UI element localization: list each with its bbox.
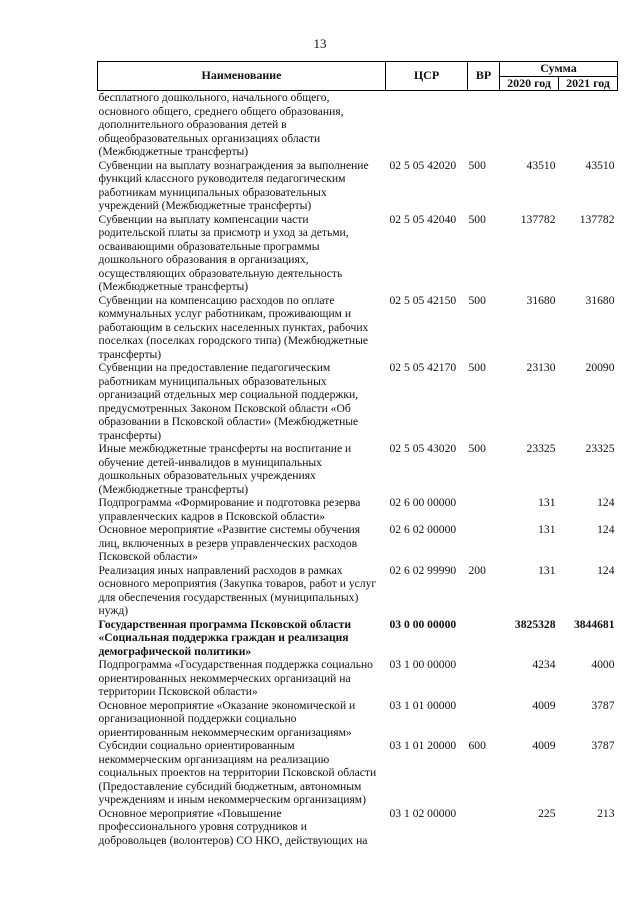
table-row <box>98 361 618 442</box>
budget-table <box>97 61 618 847</box>
row-vr: 500 <box>468 293 486 307</box>
row-vr: 200 <box>468 563 486 577</box>
row-csr: 03 1 02 00000 <box>389 806 457 820</box>
row-name: Подпрограмма «Формирование и подготовка резерва управленческих кадров в Псковской области» <box>98 496 361 523</box>
row-name: Реализация иных направлений расходов в рамках основного мероприятия (Закупка товаров, работ и услуг для обеспечения государственных (муниципальных) нужд) <box>98 563 377 617</box>
table-body <box>98 91 618 848</box>
row-sum-2021 <box>559 91 618 159</box>
table-row <box>98 523 618 564</box>
row-name: Субвенции на компенсацию расходов по оплате коммунальных услуг работникам, проживающим и работающим в сельских населенных пунктах, рабочих поселках (поселках городского типа) (Межбюджетные трансферты) <box>98 293 369 361</box>
row-sum-2020: 23325 <box>526 442 556 455</box>
row-sum-2020: 23130 <box>526 361 556 374</box>
row-sum-2020: 225 <box>538 806 556 820</box>
header-name: Наименование <box>98 62 386 91</box>
table-row <box>98 807 618 848</box>
row-name: Основное мероприятие «Повышение профессионального уровня сотрудников и добровольцев (волонтеров) СО НКО, действующих на <box>98 806 368 847</box>
row-vr <box>468 807 500 848</box>
table-row <box>98 213 618 294</box>
row-sum-2021: 3844681 <box>573 617 615 631</box>
table-row <box>98 159 618 213</box>
row-csr: 02 5 05 42170 <box>389 361 457 374</box>
row-vr <box>468 618 500 659</box>
row-name: Основное мероприятие «Развитие системы обучения лиц, включенных в резерв управленческих расходов Псковской области» <box>98 523 361 563</box>
row-name: Субвенции на предоставление педагогическим работникам муниципальных образовательных организаций отдельных мер социальной поддержки, предусмотренных Законом Псковской области «Об образовании в Псковской области» (Межбюджетные трансферты) <box>98 361 359 442</box>
row-sum-2020: 43510 <box>526 158 556 172</box>
row-vr: 500 <box>468 361 486 374</box>
row-sum-2021: 213 <box>597 806 615 820</box>
row-sum-2020: 3825328 <box>514 617 556 631</box>
row-csr: 03 1 01 00000 <box>389 698 457 712</box>
row-sum-2020: 31680 <box>526 293 556 307</box>
row-sum-2021: 23325 <box>585 442 615 455</box>
header-year-2021: 2021 год <box>559 76 618 91</box>
header-vr: ВР <box>468 62 500 91</box>
row-sum-2020: 131 <box>538 523 556 536</box>
row-csr: 02 5 05 43020 <box>389 442 457 455</box>
row-csr: 02 5 05 42040 <box>389 212 457 226</box>
row-sum-2021: 124 <box>597 523 615 536</box>
row-vr: 500 <box>468 212 486 226</box>
row-name: Подпрограмма «Государственная поддержка социально ориентированных некоммерческих организаций на территории Псковской области» <box>98 658 373 698</box>
table-row <box>98 294 618 362</box>
table-row <box>98 618 618 659</box>
row-sum-2021: 31680 <box>585 293 615 307</box>
row-csr: 02 6 02 99990 <box>389 563 457 577</box>
row-sum-2020: 4234 <box>532 658 556 671</box>
row-csr: 02 6 00 00000 <box>389 496 457 509</box>
row-sum-2021: 20090 <box>585 361 615 374</box>
row-vr: 500 <box>468 442 486 455</box>
row-sum-2021: 124 <box>597 496 615 509</box>
row-vr <box>468 496 500 523</box>
row-csr: 03 0 00 00000 <box>389 617 457 631</box>
row-sum-2021: 4000 <box>591 658 615 671</box>
row-name: Субсидии социально ориентированным некоммерческим организациям на реализацию социальных проектов на территории Псковской области (Предоставление субсидий бюджетным, автономным учреждениям и иным некоммерческим организациям) <box>98 739 377 806</box>
table-header <box>98 62 618 91</box>
row-name: Иные межбюджетные трансферты на воспитание и обучение детей-инвалидов в муниципальных дошкольных образовательных учреждениях (Межбюджетные трансферты) <box>98 442 352 496</box>
row-sum-2021: 137782 <box>579 212 615 226</box>
row-sum-2021: 43510 <box>585 158 615 172</box>
row-name: бесплатного дошкольного, начального общего, основного общего, среднего общего образования, дополнительного образования детей в общеобразовательных организациях области (Межбюджетные трансферты) <box>98 91 344 158</box>
row-sum-2020: 137782 <box>520 212 556 226</box>
row-csr <box>386 91 468 159</box>
row-vr: 500 <box>468 158 486 172</box>
table-row <box>98 496 618 523</box>
row-sum-2020: 4009 <box>532 739 556 752</box>
row-name: Субвенции на выплату компенсации части родительской платы за присмотр и уход за детьми, осваивающими образовательные программы дошкольного образования в организациях, осуществляющих образовательную деятельность (Межбюджетные трансферты) <box>98 212 349 293</box>
table-row <box>98 739 618 807</box>
row-sum-2020 <box>500 91 559 159</box>
table-row <box>98 91 618 159</box>
row-vr <box>468 658 500 699</box>
row-csr: 03 1 00 00000 <box>389 658 457 671</box>
header-sum: Сумма <box>500 62 618 77</box>
row-sum-2020: 131 <box>538 496 556 509</box>
row-csr: 02 6 02 00000 <box>389 523 457 536</box>
row-csr: 03 1 01 20000 <box>389 739 457 752</box>
row-vr <box>468 91 500 159</box>
row-csr: 02 5 05 42150 <box>389 293 457 307</box>
table-row <box>98 658 618 699</box>
row-vr: 600 <box>468 739 486 752</box>
table-row <box>98 442 618 496</box>
row-csr: 02 5 05 42020 <box>389 158 457 172</box>
row-vr <box>468 699 500 740</box>
row-name: Основное мероприятие «Оказание экономической и организационной поддержки социально ориентированным некоммерческим организациям» <box>98 698 356 739</box>
header-year-2020: 2020 год <box>500 76 559 91</box>
header-csr: ЦСР <box>386 62 468 91</box>
row-sum-2021: 3787 <box>591 698 615 712</box>
table-row <box>98 699 618 740</box>
row-name: Субвенции на выплату вознаграждения за выполнение функций классного руководителя педагогическим работникам муниципальных образовательных учреждений (Межбюджетные трансферты) <box>98 158 369 212</box>
row-sum-2020: 131 <box>538 563 556 577</box>
page-number: 13 <box>313 36 327 51</box>
row-sum-2020: 4009 <box>532 698 556 712</box>
row-name: Государственная программа Псковской области «Социальная поддержка граждан и реализация демографической политики» <box>98 617 352 658</box>
row-vr <box>468 523 500 564</box>
table-row <box>98 564 618 618</box>
row-sum-2021: 3787 <box>591 739 615 752</box>
row-sum-2021: 124 <box>597 563 615 577</box>
